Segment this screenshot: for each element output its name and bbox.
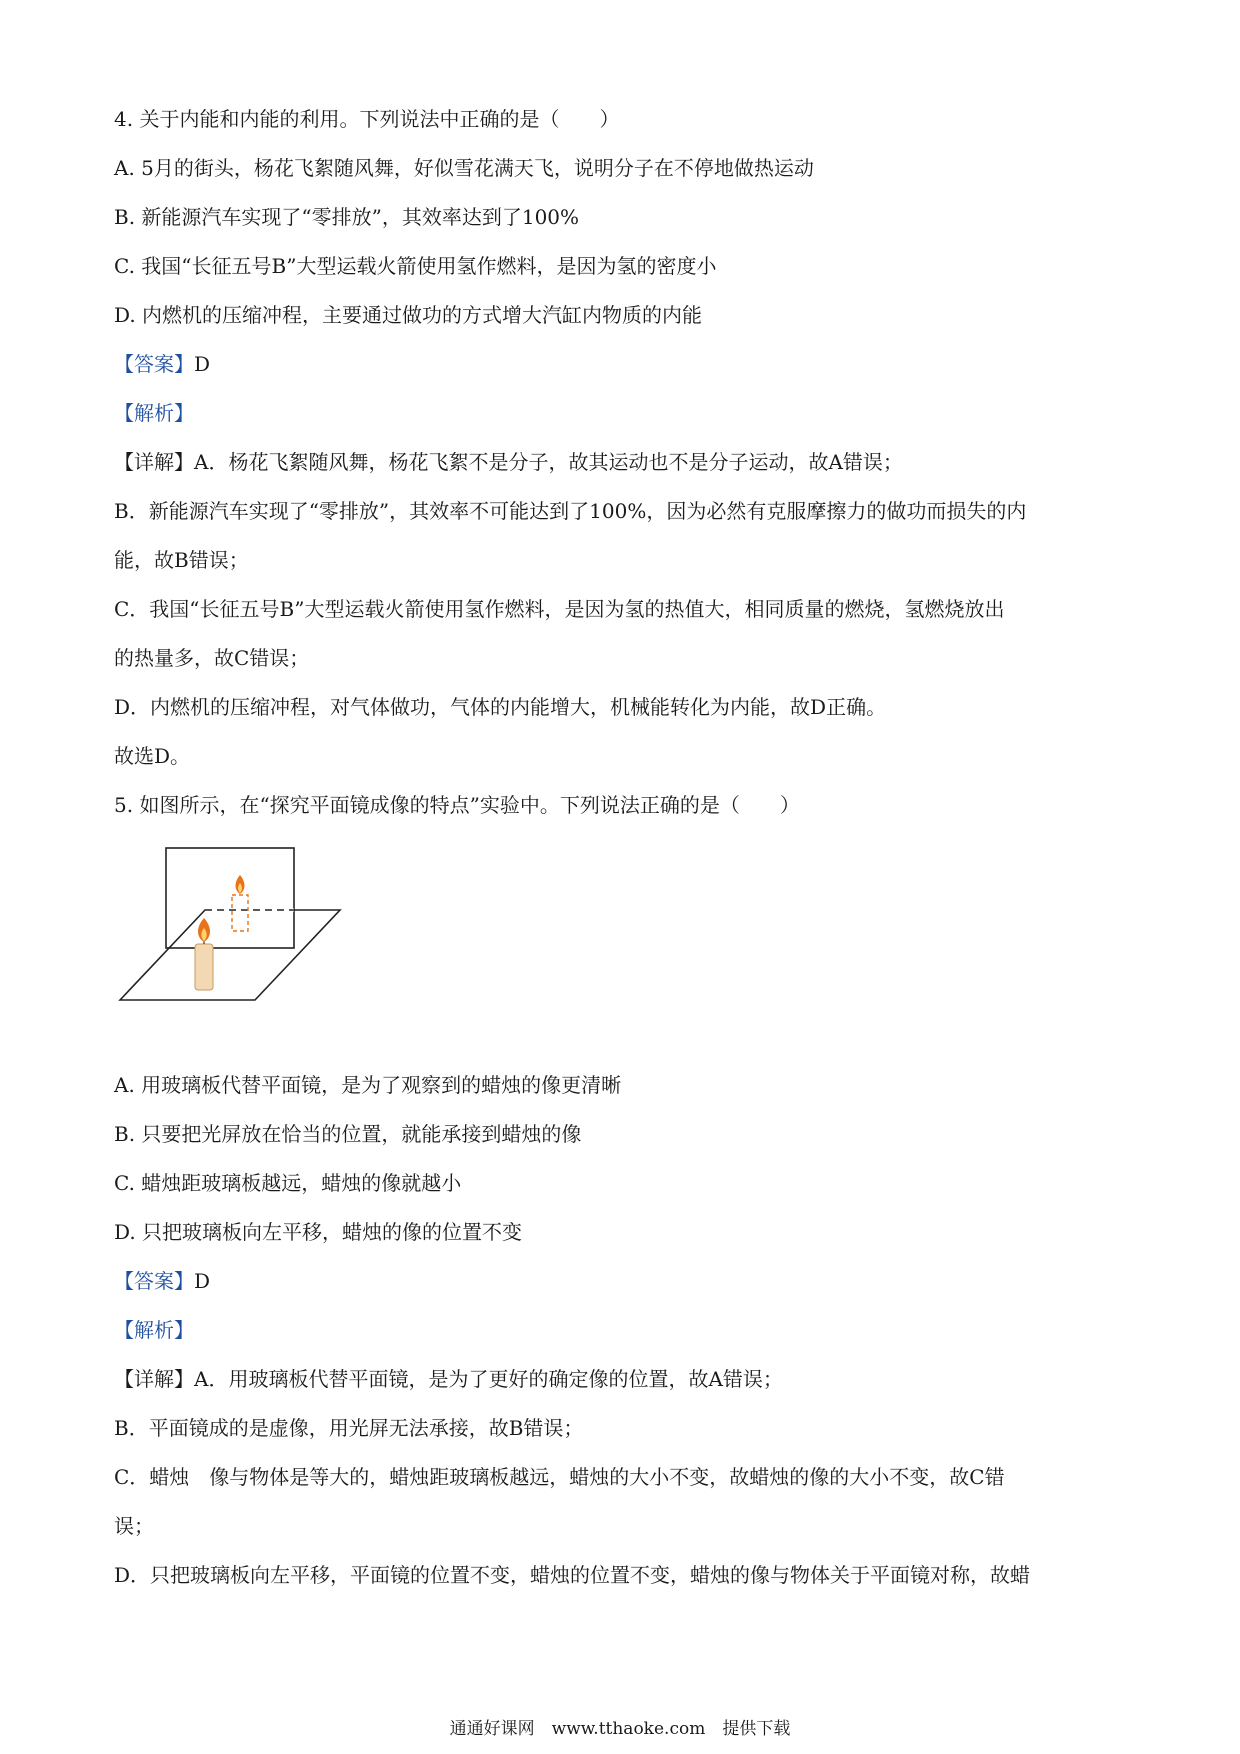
q5-answer (114, 1268, 210, 1294)
q5-option-c: C. 蜡烛距玻璃板越远，蜡烛的像就越小 (114, 1171, 462, 1195)
q4-detail-line: 的热量多，故C错误； (114, 646, 310, 670)
q5-option-a: A. 用玻璃板代替平面镜，是为了观察到的蜡烛的像更清晰 (114, 1073, 622, 1097)
q4-option-b: B. 新能源汽车实现了“零排放”，其效率达到了100% (114, 205, 580, 229)
analysis-tag: 【解析】 (114, 401, 194, 425)
q5-detail-line: D．只把玻璃板向左平移，平面镜的位置不变，蜡烛的位置不变，蜡烛的像与物体关于平面镜对称，故蜡 (114, 1563, 1031, 1587)
q4-option-d: D. 内燃机的压缩冲程，主要通过做功的方式增大汽缸内物质的内能 (114, 303, 703, 327)
q4-conclusion: 故选D。 (114, 744, 191, 768)
q4-option-a: A. 5月的街头，杨花飞絮随风舞，好似雪花满天飞，说明分子在不停地做热运动 (114, 156, 814, 180)
q4-stem: 4. 关于内能和内能的利用。下列说法中正确的是（ ） (114, 107, 620, 131)
detail-tag: 【详解】 (114, 1367, 194, 1391)
q5-stem: 5. 如图所示，在“探究平面镜成像的特点”实验中。下列说法正确的是（ ） (114, 793, 800, 817)
page-footer: 通通好课网 www.tthaoke.com 提供下载 (449, 1719, 791, 1739)
detail-text: A．用玻璃板代替平面镜，是为了更好的确定像的位置，故A错误； (194, 1367, 783, 1391)
q5-detail-line (114, 1366, 783, 1392)
q4-detail-line: 能，故B错误； (114, 548, 249, 572)
q5-detail-line: 误； (114, 1514, 154, 1538)
answer-value: D (194, 352, 211, 376)
q4-detail-line: C．我国“长征五号B”大型运载火箭使用氢作燃料，是因为氢的热值大，相同质量的燃烧，氢燃烧放出 (114, 597, 1005, 621)
q5-detail-line: C．蜡烛 像与物体是等大的，蜡烛距玻璃板越远，蜡烛的大小不变，故蜡烛的像的大小不变，故C错 (114, 1465, 1005, 1489)
detail-text: A．杨花飞絮随风舞，杨花飞絮不是分子，故其运动也不是分子运动，故A错误； (194, 450, 903, 474)
q5-analysis (114, 1317, 194, 1343)
analysis-tag: 【解析】 (114, 1318, 194, 1342)
table-plane (120, 910, 340, 1000)
q5-detail-line: B．平面镜成的是虚像，用光屏无法承接，故B错误； (114, 1416, 584, 1440)
q5-option-d: D. 只把玻璃板向左平移，蜡烛的像的位置不变 (114, 1220, 523, 1244)
answer-tag: 【答案】 (114, 1269, 194, 1293)
image-candle (232, 895, 248, 931)
q5-option-b: B. 只要把光屏放在恰当的位置，就能承接到蜡烛的像 (114, 1122, 582, 1146)
answer-value: D (194, 1269, 211, 1293)
detail-tag: 【详解】 (114, 450, 194, 474)
q4-detail-line: B．新能源汽车实现了“零排放”，其效率不可能达到了100%，因为必然有克服摩擦力的做功而损失的内 (114, 499, 1027, 523)
q4-analysis (114, 400, 194, 426)
plane-mirror-figure (110, 840, 350, 1010)
q4-answer (114, 351, 210, 377)
q4-detail-line: D．内燃机的压缩冲程，对气体做功，气体的内能增大，机械能转化为内能，故D正确。 (114, 695, 887, 719)
answer-tag: 【答案】 (114, 352, 194, 376)
candle (195, 944, 213, 990)
glass-plate (166, 848, 294, 948)
q4-option-c: C. 我国“长征五号B”大型运载火箭使用氢作燃料，是因为氢的密度小 (114, 254, 717, 278)
q4-detail-line (114, 449, 903, 475)
